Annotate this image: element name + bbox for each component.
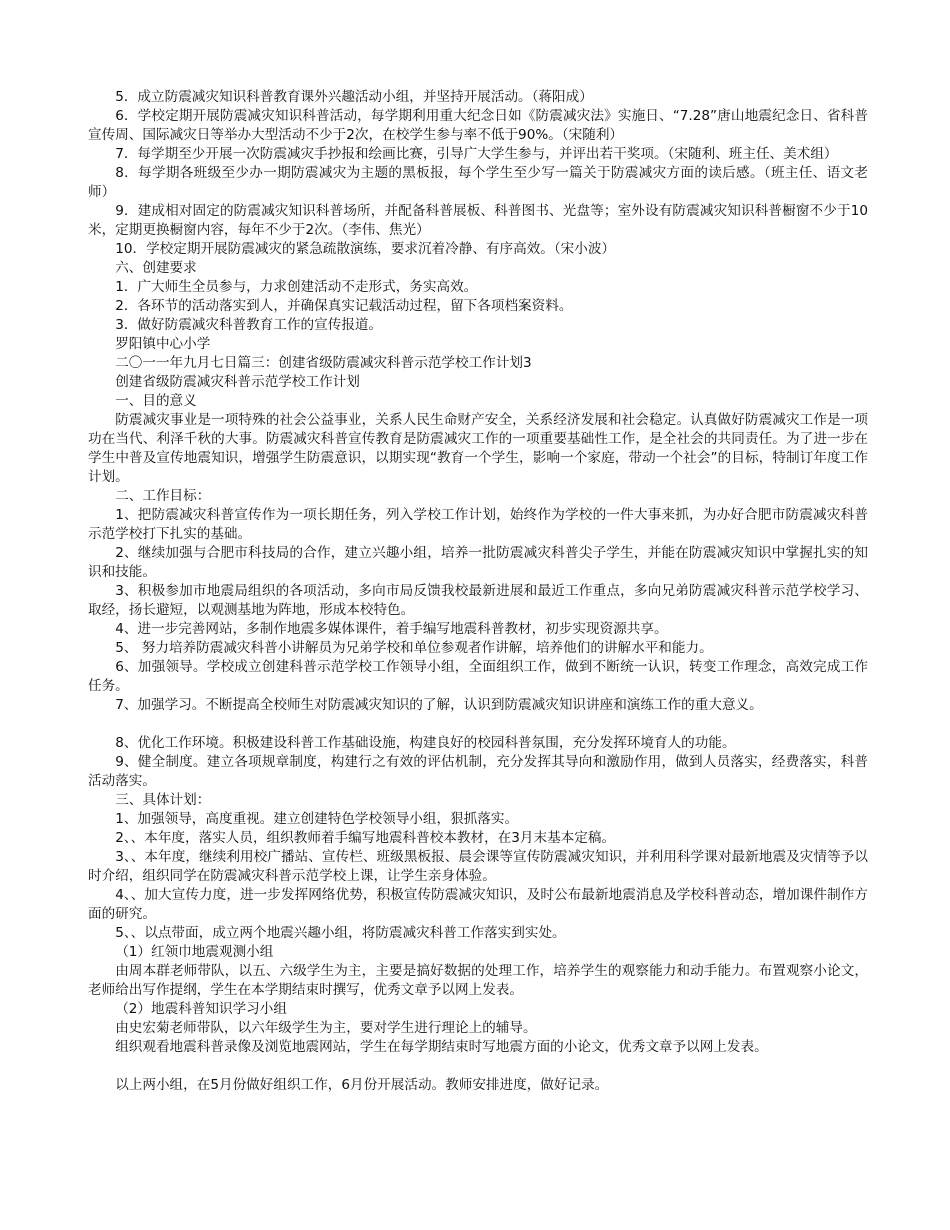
- paragraph: 3、、本年度，继续利用校广播站、宣传栏、班级黑板报、晨会课等宣传防震减灾知识，并利用科学课对最新地震及灾情等予以时介绍，组织同学在防震减灾科普示范学校上课，让学生亲身体验。: [88, 849, 868, 884]
- signature-date: 二〇一一年九月七日篇三：创建省级防震减灾科普示范学校工作计划3: [115, 355, 532, 371]
- section-heading: 六、创建要求: [115, 260, 197, 276]
- paragraph: 2、、本年度，落实人员，组织教师着手编写地震科普校本教材，在3月末基本定稿。: [115, 830, 616, 846]
- paragraph: 7．每学期至少开展一次防震减灾手抄报和绘画比赛，引导广大学生参与，并评出若干奖项。（宋随利、班主任、美术组）: [115, 146, 838, 162]
- sub-heading: （2）地震科普知识学习小组: [115, 1001, 287, 1017]
- section-heading: 三、具体计划：: [115, 792, 211, 808]
- paragraph: 7、加强学习。不断提高全校师生对防震减灾知识的了解，认识到防震减灾知识讲座和演练工作的重大意义。: [115, 697, 763, 713]
- paragraph: 3、积极参加市地震局组织的各项活动，多向市局反馈我校最新进展和最近工作重点，多向兄弟防震减灾科普示范学校学习、取经，扬长避短，以观测基地为阵地，形成本校特色。: [88, 583, 868, 618]
- sub-heading: （1）红领巾地震观测小组: [115, 944, 274, 960]
- paragraph: 3．做好防震减灾科普教育工作的宣传报道。: [115, 317, 383, 333]
- paragraph: 9、健全制度。建立各项规章制度，构建行之有效的评估机制，充分发挥其导向和激励作用，做到人员落实，经费落实，科普活动落实。: [88, 754, 868, 789]
- paragraph: 1、加强领导，高度重视。建立创建特色学校领导小组，狠抓落实。: [115, 811, 519, 827]
- paragraph: 1．广大师生全员参与，力求创建活动不走形式，务实高效。: [115, 279, 478, 295]
- document-page: [88, 88, 868, 1095]
- paragraph: 由周本群老师带队，以五、六级学生为主，主要是搞好数据的处理工作，培养学生的观察能力和动手能力。布置观察小论文，老师给出写作提纲，学生在本学期结束时撰写，优秀文章予以网上发表。: [88, 963, 868, 998]
- section-heading: 一、目的意义: [115, 393, 197, 409]
- paragraph: 6．学校定期开展防震减灾知识科普活动，每学期利用重大纪念日如《防震减灾法》实施日、“7.28”唐山地震纪念日、省科普宣传周、国际减灾日等举办大型活动不少于2次，在校学生参与率不低于90%。（宋随利）: [88, 108, 868, 143]
- paragraph: 5、、以点带面，成立两个地震兴趣小组，将防震减灾科普工作落实到实处。: [115, 925, 566, 941]
- paragraph: 1、把防震减灾科普宣传作为一项长期任务，列入学校工作计划，始终作为学校的一件大事来抓，为办好合肥市防震减灾科普示范学校打下扎实的基础。: [88, 507, 868, 542]
- paragraph: 8、优化工作环境。积极建设科普工作基础设施，构建良好的校园科普氛围，充分发挥环境育人的功能。: [115, 735, 736, 751]
- paragraph: 6、加强领导。学校成立创建科普示范学校工作领导小组，全面组织工作，做到不断统一认识，转变工作理念，高效完成工作任务。: [88, 659, 868, 694]
- blank-line: [88, 715, 868, 734]
- paragraph: 2．各环节的活动落实到人，并确保真实记载活动过程，留下各项档案资料。: [115, 298, 573, 314]
- paragraph: 5．成立防震减灾知识科普教育课外兴趣活动小组，并坚持开展活动。（蒋阳成）: [115, 89, 593, 105]
- paragraph: 防震减灾事业是一项特殊的社会公益事业，关系人民生命财产安全，关系经济发展和社会稳定。认真做好防震减灾工作是一项功在当代、利泽千秋的大事。防震减灾科普宣传教育是防震减灾工作的一项重要基础性工作，是全社会的共同责任。为了进一步在学生中普及宣传地震知识，增强学生防震意识，以期实现“教育一个学生，影响一个家庭，带动一个社会”的目标，特制订年度工作计划。: [88, 412, 868, 485]
- signature-school: 罗阳镇中心小学: [115, 336, 211, 352]
- paragraph: 4、、加大宣传力度，进一步发挥网络优势，积极宣传防震减灾知识，及时公布最新地震消息及学校科普动态，增加课件制作方面的研究。: [88, 887, 868, 922]
- paragraph: 10．学校定期开展防震减灾的紧急疏散演练，要求沉着冷静、有序高效。（宋小波）: [115, 241, 616, 257]
- paragraph: 8．每学期各班级至少办一期防震减灾为主题的黑板报，每个学生至少写一篇关于防震减灾方面的读后感。（班主任、语文老师）: [88, 165, 868, 200]
- paragraph: 5、 努力培养防震减灾科普小讲解员为兄弟学校和单位参观者作讲解，培养他们的讲解水平和能力。: [115, 640, 713, 656]
- paragraph: 4、进一步完善网站，多制作地震多媒体课件，着手编写地震科普教材，初步实现资源共享。: [115, 621, 668, 637]
- paragraph: 9．建成相对固定的防震减灾知识科普场所，并配备科普展板、科普图书、光盘等；室外设有防震减灾知识科普橱窗不少于10米，定期更换橱窗内容，每年不少于2次。（李伟、焦光）: [88, 203, 868, 238]
- paragraph: 由史宏菊老师带队，以六年级学生为主，要对学生进行理论上的辅导。: [115, 1020, 537, 1036]
- section-heading: 二、工作目标：: [115, 488, 211, 504]
- paragraph: 以上两小组，在5月份做好组织工作，6月份开展活动。教师安排进度，做好记录。: [115, 1077, 609, 1093]
- document-title: 创建省级防震减灾科普示范学校工作计划: [115, 374, 360, 390]
- paragraph: 组织观看地震科普录像及浏览地震网站，学生在每学期结束时写地震方面的小论文，优秀文章予以网上发表。: [115, 1039, 768, 1055]
- blank-line: [88, 1057, 868, 1076]
- paragraph: 2、继续加强与合肥市科技局的合作，建立兴趣小组，培养一批防震减灾科普尖子学生，并能在防震减灾知识中掌握扎实的知识和技能。: [88, 545, 868, 580]
